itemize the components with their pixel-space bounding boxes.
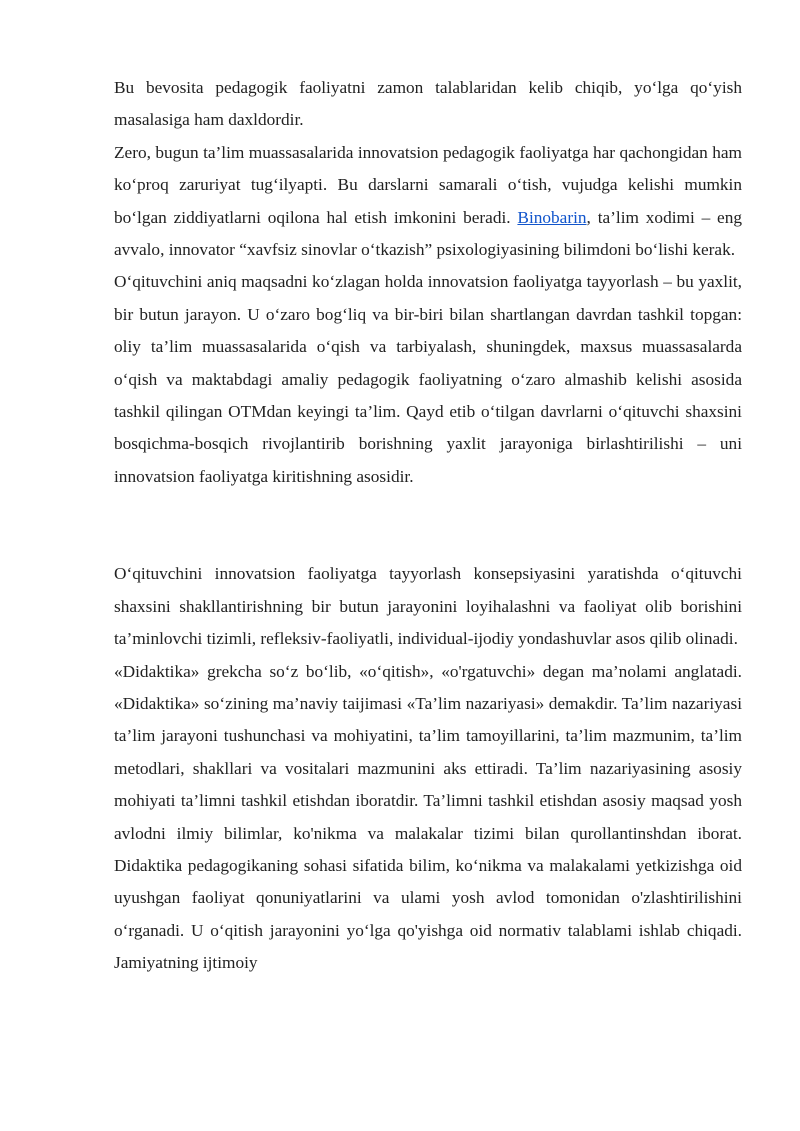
paragraph-1: Bu bevosita pedagogik faoliyatni zamon talablaridan kelib chiqib, yo‘lga qo‘yish masalasiga ham daxldordir. [114,78,742,130]
paragraph-2-text-start: Zero, bugun ta’lim muassasalarida innovatsion pedagogik faoliyatga har qachongidan ham ko‘proq zaruriyat tug‘ilyapti. Bu darslarni samarali o‘tish, vujudga kelishi mumkin bo‘lgan ziddiyatlarni oqilona hal etish imkonini beradi. [114,142,742,227]
paragraph-2 [114,137,742,267]
paragraph-2-text-end: , ta’lim xodimi – eng avvalo, innovator “xavfsiz sinovlar o‘tkazish” psixologiyasining bilimdoni bo‘lishi kerak. [114,207,743,260]
document-page [114,72,742,980]
paragraph-4: O‘qituvchini innovatsion faoliyatga tayyorlash konsepsiyasini yaratishda o‘qituvchi shaxsini shakllantirishning bir butun jarayonini loyihalashni va faoliyat olib borishini ta’minlovchi tizimli, refleksiv-faoliyatli, individual-ijodiy yondashuvlar asos qilib olinadi. [114,564,742,649]
binobarin-link[interactable]: Binobarin [517,207,587,227]
paragraph-gap [114,493,742,558]
paragraph-5: «Didaktika» grekcha so‘z bo‘lib, «o‘qitish», «o'rgatuvchi» degan ma’nolami anglatadi. «Didaktika» so‘zining ma’naviy taijimasi «Ta’lim nazariyasi» demakdir. Ta’lim nazariyasi ta’lim jarayoni tushunchasi va mohiyatini, ta’lim tamoyillarini, ta’lim mazmunim, ta’lim metodlari, shakllari va vositalari mazmunini aks ettiradi. Ta’lim nazariyasining asosiy mohiyati ta’limni tashkil etishdan iboratdir. Ta’limni tashkil etishdan asosiy maqsad yosh avlodni ilmiy bilimlar, ko'nikma va malakalar tizimi bilan qurollantinshdan iborat. Didaktika pedagogikaning sohasi sifatida bilim, ko‘nikma va malakalami yetkizishga oid uyushgan faoliyat qonuniyatlarini va ulami yosh avlod tomonidan o'zlashtirilishini o‘rganadi. U o‘qitish jarayonini yo‘lga qo'yishga oid normativ talablami ishlab chiqadi. Jamiyatning ijtimoiy [114,661,742,973]
paragraph-3: O‘qituvchini aniq maqsadni ko‘zlagan holda innovatsion faoliyatga tayyorlash – bu yaxlit, bir butun jarayon. U o‘zaro bog‘liq va bir-biri bilan shartlangan davrdan tashkil topgan: oliy ta’lim muassasalarida o‘qish va tarbiyalash, shuningdek, maxsus muassasalarda o‘qish va maktabdagi amaliy pedagogik faoliyatning o‘zaro almashib kelishi asosida tashkil qilingan OTMdan keyingi ta’lim. Qayd etib o‘tilgan davrlarni o‘qituvchi shaxsini bosqichma-bosqich rivojlantirib borishning yaxlit jarayoniga birlashtirilishi – uni innovatsion faoliyatga kiritishning asosidir. [114,272,742,486]
